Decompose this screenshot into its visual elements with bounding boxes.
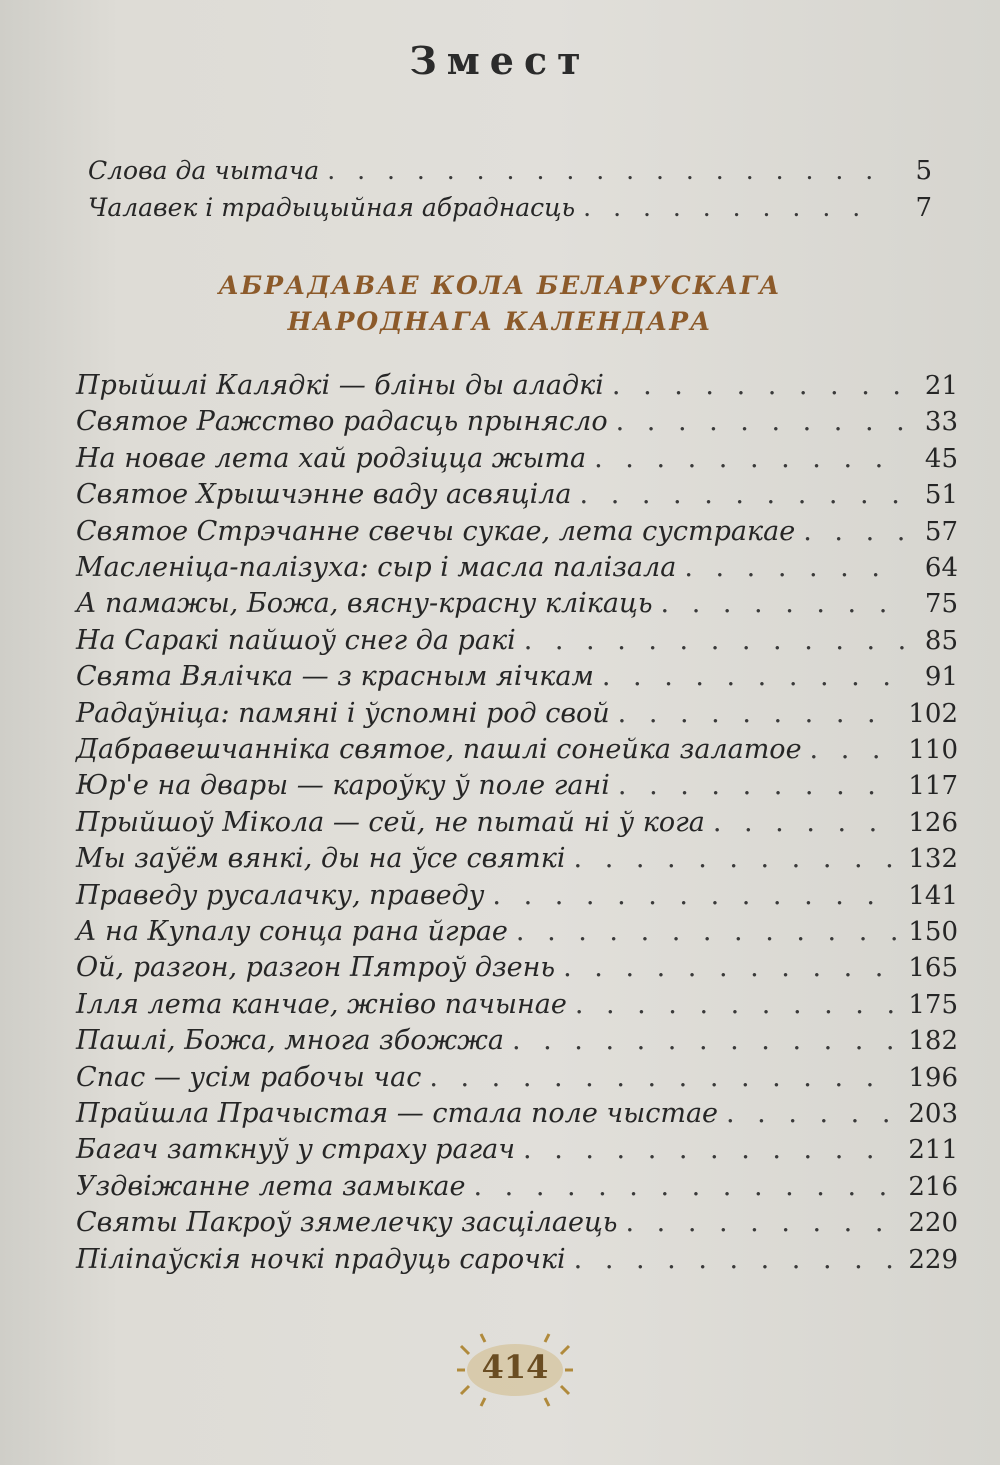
dot-leader bbox=[580, 479, 904, 510]
toc-entry[interactable] bbox=[76, 1025, 958, 1056]
toc-entry-title: Багач заткнуў у страху рагач bbox=[76, 1134, 516, 1166]
toc-entry-title: А на Купалу сонца рана йграе bbox=[76, 916, 508, 947]
toc-entry-page: 110 bbox=[908, 735, 958, 765]
toc-entry-title: Масленіца-палізуха: сыр і масла палізала bbox=[76, 552, 677, 583]
toc-entry-page: 196 bbox=[908, 1062, 958, 1093]
toc-entry-title: На Саракі пайшоў снег да ракі bbox=[76, 624, 516, 656]
toc-entry-page: 117 bbox=[908, 771, 958, 802]
toc-entry-page: 203 bbox=[908, 1099, 958, 1129]
toc-entry-title: Ой, разгон, разгон Пятроў дзень bbox=[76, 952, 556, 984]
toc-entry-page: 85 bbox=[924, 625, 958, 656]
toc-entry-title: Прайшла Прачыстая — стала поле чыстае bbox=[76, 1098, 719, 1129]
toc-entry-page: 165 bbox=[908, 953, 958, 984]
toc-entry[interactable] bbox=[76, 370, 958, 401]
section-heading-line-1: АБРАДАВАЕ КОЛА БЕЛАРУСКАГА bbox=[218, 271, 782, 300]
toc-entry[interactable] bbox=[76, 734, 958, 765]
toc-entry-page: 211 bbox=[908, 1135, 958, 1166]
toc-entry-title: Спас — усім рабочы час bbox=[76, 1061, 422, 1093]
dot-leader bbox=[429, 1062, 898, 1093]
toc-entry-title: Прыйшоў Мікола — сей, не пытай ні ў кога bbox=[76, 806, 705, 838]
toc-entry-page: 126 bbox=[908, 807, 958, 838]
dot-leader bbox=[583, 193, 878, 222]
toc-entry[interactable] bbox=[76, 952, 958, 983]
dot-leader bbox=[618, 770, 898, 801]
toc-entry[interactable] bbox=[76, 916, 958, 947]
toc-entry-page: 91 bbox=[924, 662, 958, 693]
dot-leader bbox=[602, 661, 904, 692]
toc-entry-title: Праведу русалачку, праведу bbox=[76, 879, 485, 911]
toc-entry-title: Радаўніца: памяні і ўспомні род свой bbox=[76, 697, 610, 729]
dot-leader bbox=[327, 156, 878, 185]
dot-leader bbox=[516, 916, 898, 947]
dot-leader bbox=[618, 698, 899, 729]
dot-leader bbox=[575, 989, 899, 1020]
toc-entry[interactable] bbox=[88, 156, 932, 186]
toc-entry-page: 102 bbox=[908, 698, 958, 729]
page-number: 414 bbox=[481, 1348, 549, 1386]
dot-leader bbox=[594, 443, 904, 474]
toc-entry-title: Чалавек і традыцыйная абраднасць bbox=[88, 193, 576, 222]
toc-entry[interactable] bbox=[76, 516, 958, 547]
toc-entry-title: Дабравешчанніка святое, пашлі сонейка залатое bbox=[76, 734, 802, 765]
toc-entry-title: Пашлі, Божа, многа збожжа bbox=[76, 1025, 504, 1057]
toc-entry[interactable] bbox=[88, 193, 932, 223]
toc-entry-title: Юр'е на двары — кароўку ў поле гані bbox=[76, 770, 610, 802]
toc-entry-page: 7 bbox=[915, 193, 932, 223]
dot-leader bbox=[661, 588, 904, 619]
toc-entry-page: 216 bbox=[908, 1171, 958, 1202]
toc-entry-page: 182 bbox=[908, 1026, 958, 1057]
toc-entry[interactable] bbox=[76, 770, 958, 801]
toc-entry[interactable] bbox=[76, 443, 958, 474]
toc-entry[interactable] bbox=[76, 880, 958, 911]
toc-entry[interactable] bbox=[76, 1171, 958, 1202]
dot-leader bbox=[574, 1244, 899, 1275]
toc-entry-title: Мы заўём вянкі, ды на ўсе святкі bbox=[76, 843, 566, 875]
toc-entry-page: 51 bbox=[924, 480, 958, 511]
dot-leader bbox=[524, 625, 904, 656]
toc-entry[interactable] bbox=[76, 1062, 958, 1093]
toc-entry-page: 220 bbox=[908, 1208, 958, 1239]
toc-entry-page: 175 bbox=[908, 989, 958, 1020]
toc-entry-title: На новае лета хай родзіцца жыта bbox=[76, 442, 587, 474]
toc-entry-page: 33 bbox=[924, 407, 958, 438]
toc-entry[interactable] bbox=[76, 661, 958, 692]
toc-entry-title: Святое Хрышчэнне ваду асвяціла bbox=[76, 479, 572, 511]
dot-leader bbox=[512, 1025, 898, 1056]
dot-leader bbox=[612, 370, 904, 401]
dot-leader bbox=[726, 1098, 898, 1129]
dot-leader bbox=[492, 880, 898, 911]
section-heading-line-2: НАРОДНАГА КАЛЕНДАРА bbox=[287, 307, 713, 336]
toc-entry-page: 57 bbox=[924, 516, 958, 547]
toc-entry[interactable] bbox=[76, 843, 958, 874]
dot-leader bbox=[616, 406, 904, 437]
toc-entry-page: 132 bbox=[908, 844, 958, 875]
toc-entry-page: 64 bbox=[924, 553, 958, 583]
dot-leader bbox=[574, 843, 899, 874]
toc-entry[interactable] bbox=[76, 1134, 958, 1165]
toc-entry-page: 229 bbox=[908, 1244, 958, 1275]
dot-leader bbox=[473, 1171, 898, 1202]
toc-entry[interactable] bbox=[76, 698, 958, 729]
toc-entry[interactable] bbox=[76, 406, 958, 437]
toc-entry[interactable] bbox=[76, 625, 958, 656]
toc-entry-title: Святое Стрэчанне свечы сукае, лета сустракае bbox=[76, 515, 796, 547]
toc-entry[interactable] bbox=[76, 807, 958, 838]
toc-entry-page: 45 bbox=[924, 443, 958, 474]
toc-entry[interactable] bbox=[76, 1207, 958, 1238]
toc-entry[interactable] bbox=[76, 1098, 958, 1129]
toc-entry-title: Ілля лета канчае, жніво пачынае bbox=[76, 988, 567, 1020]
toc-entry-page: 5 bbox=[915, 156, 932, 186]
toc-entry-title: Уздвіжанне лета замыкае bbox=[76, 1170, 466, 1202]
dot-leader bbox=[810, 734, 899, 765]
dot-leader bbox=[523, 1134, 898, 1165]
page-title: Змест bbox=[409, 38, 591, 83]
toc-entry[interactable] bbox=[76, 588, 958, 619]
toc-entry-page: 150 bbox=[908, 917, 958, 947]
toc-entry-title: Пілiпаўскія ночкі прадуць сарочкі bbox=[76, 1243, 566, 1275]
toc-entry-page: 21 bbox=[924, 371, 958, 401]
toc-entry-page: 141 bbox=[908, 880, 958, 911]
dot-leader bbox=[626, 1207, 899, 1238]
toc-entry[interactable] bbox=[76, 989, 958, 1020]
dot-leader bbox=[684, 552, 904, 583]
toc-entry-title: Святое Ражство радасць прынясло bbox=[76, 406, 608, 438]
toc-entry-title: Слова да чытача bbox=[88, 156, 320, 185]
dot-leader bbox=[563, 952, 898, 983]
page-number-ornament bbox=[455, 1330, 575, 1410]
toc-entry-page: 75 bbox=[924, 589, 958, 620]
toc-entry[interactable] bbox=[76, 1244, 958, 1275]
toc-entry-title: Свята Вялічка — з красным яічкам bbox=[76, 661, 594, 693]
dot-leader bbox=[713, 807, 899, 838]
toc-entry[interactable] bbox=[76, 479, 958, 510]
toc-entry[interactable] bbox=[76, 552, 958, 583]
toc-entry-title: А памажы, Божа, вясну-красну клікаць bbox=[76, 588, 653, 620]
dot-leader bbox=[803, 516, 904, 547]
toc-entry-title: Прыйшлі Калядкі — бліны ды аладкі bbox=[76, 370, 604, 401]
toc-entry-title: Святы Пакроў зямелечку засцілаець bbox=[76, 1207, 618, 1239]
